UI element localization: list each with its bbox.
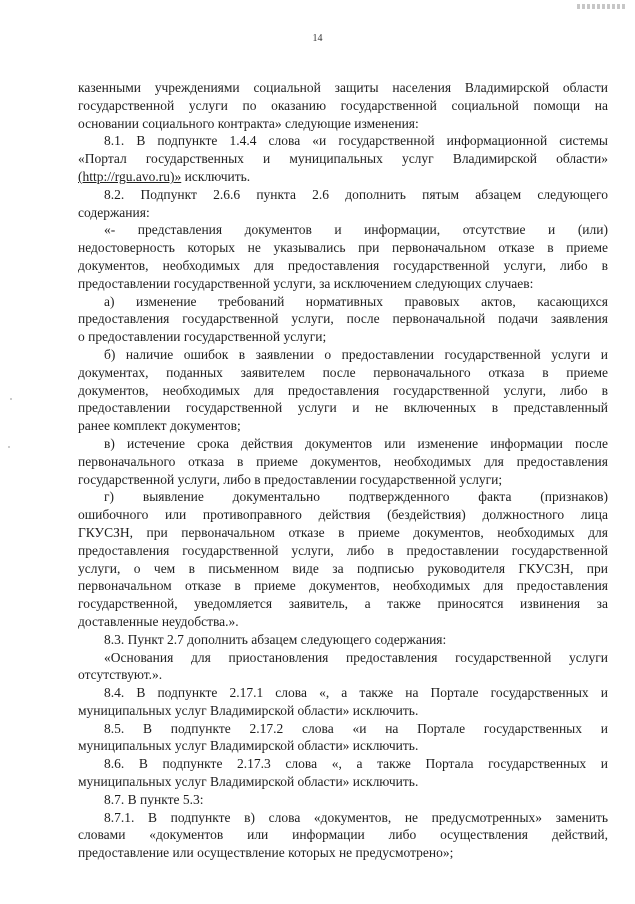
text-line: о предоставлении государственной услуги; — [78, 329, 327, 345]
text-line: документов, необходимых для предоставления государственной услуги, либо в — [78, 257, 608, 273]
text-line: государственной услуги, либо в предоставлении государственной услуги; — [78, 471, 503, 487]
text-line: 8.7.1. В подпункте в) слова «документов, не предусмотренных» заменить — [104, 809, 608, 825]
paragraph-p-g — [78, 488, 608, 630]
paragraph-p-8-6 — [78, 755, 608, 791]
text-line: муниципальных услуг Владимирской области» исключить. — [78, 702, 419, 718]
text-line: государственной услуги по оказанию государственной социальной помощи на — [78, 97, 608, 113]
paragraph-p-a — [78, 293, 608, 346]
text-line: предоставлении государственной услуги и не включенных в представленный — [78, 400, 608, 416]
text-line: содержания: — [78, 204, 150, 220]
text-line: словами «документов или информации либо осуществления действий, — [78, 827, 608, 843]
text-line: «Портал государственных и муниципальных услуг Владимирской области» — [78, 151, 608, 167]
paragraph-p-8-2 — [78, 186, 608, 222]
text-line: услуги, о чем в письменном виде за подписью руководителя ГКУСЗН, при — [78, 560, 608, 576]
text-line: документов, необходимых для предоставления государственной услуги, либо в — [78, 382, 608, 398]
text-line: предоставления государственной услуги, после первоначальной подачи заявления — [78, 311, 608, 327]
scan-corner-mark — [577, 4, 625, 9]
text-line: 8.6. В подпункте 2.17.3 слова «, а также Портала государственных и — [104, 756, 608, 772]
paragraph-p-v — [78, 435, 608, 488]
text-line: муниципальных услуг Владимирской области» исключить. — [78, 738, 419, 754]
text-line: документах, поданных заявителем после первоначального отказа в приеме — [78, 364, 608, 380]
paragraph-p-8-1 — [78, 132, 608, 185]
text-line: государственной, уведомляется заявитель, а также приносятся извинения за — [78, 596, 608, 612]
text-line: б) наличие ошибок в заявлении о предоставлении государственной услуги и — [104, 346, 608, 362]
scan-speck — [10, 398, 12, 400]
text-line: (http://rgu.avo.ru)» исключить. — [78, 168, 251, 184]
text-line: первоначального отказа в приеме документов, необходимых для предоставления — [78, 453, 608, 469]
text-line: недостоверность которых не указывались при первоначальном отказе в приеме — [78, 240, 608, 256]
paragraph-intro — [78, 79, 608, 132]
paragraph-p-8-7 — [78, 791, 608, 809]
text-line: в) истечение срока действия документов или изменение информации после — [104, 435, 608, 451]
paragraph-p-quote-1 — [78, 221, 608, 292]
text-line: «Основания для приостановления предоставления государственной услуги — [104, 649, 608, 665]
text-line: 8.5. В подпункте 2.17.2 слова «и на Портале государственных и — [104, 720, 608, 736]
text-line: доставленные неудобства.». — [78, 613, 239, 629]
text-line: предоставления государственной услуги, либо в предоставлении государственной — [78, 542, 608, 558]
text-line: «- представления документов и информации, отсутствие и (или) — [104, 222, 608, 238]
paragraph-p-8-5 — [78, 720, 608, 756]
document-body — [78, 79, 608, 862]
scan-speck — [8, 446, 10, 448]
text-line: а) изменение требований нормативных правовых актов, касающихся — [104, 293, 608, 309]
text-line: 8.2. Подпункт 2.6.6 пункта 2.6 дополнить пятым абзацем следующего — [104, 186, 608, 202]
text-line: 8.1. В подпункте 1.4.4 слова «и государственной информационной системы — [104, 133, 608, 149]
text-line: ГКУСЗН, при первоначальном отказе в приеме документов, необходимых для — [78, 524, 608, 540]
url-link: (http://rgu.avo.ru)» — [78, 168, 182, 184]
text-line: муниципальных услуг Владимирской области» исключить. — [78, 774, 419, 790]
text-line: 8.4. В подпункте 2.17.1 слова «, а также на Портале государственных и — [104, 685, 608, 701]
text-line: предоставлении государственной услуги, за исключением следующих случаев: — [78, 275, 534, 291]
paragraph-p-quote-2 — [78, 649, 608, 685]
text-line: ошибочного или противоправного действия (бездействия) должностного лица — [78, 507, 608, 523]
text-line: первоначальном отказе в приеме документов, необходимых для предоставления — [78, 578, 608, 594]
text-line: предоставление или осуществление которых не предусмотрено»; — [78, 845, 454, 861]
page-number: 14 — [312, 33, 323, 44]
text-line: основании социального контракта» следующие изменения: — [78, 115, 419, 131]
paragraph-p-8-3 — [78, 631, 608, 649]
paragraph-p-b — [78, 346, 608, 435]
text-line: ранее комплект документов; — [78, 418, 241, 434]
text-line: 8.3. Пункт 2.7 дополнить абзацем следующего содержания: — [104, 631, 447, 647]
paragraph-p-8-4 — [78, 684, 608, 720]
text-line: г) выявление документально подтвержденного факта (признаков) — [104, 489, 608, 505]
paragraph-p-8-7-1 — [78, 809, 608, 862]
text-line: отсутствуют.». — [78, 667, 163, 683]
text-line: 8.7. В пункте 5.3: — [104, 791, 204, 807]
text-line: казенными учреждениями социальной защиты населения Владимирской области — [78, 80, 608, 95]
